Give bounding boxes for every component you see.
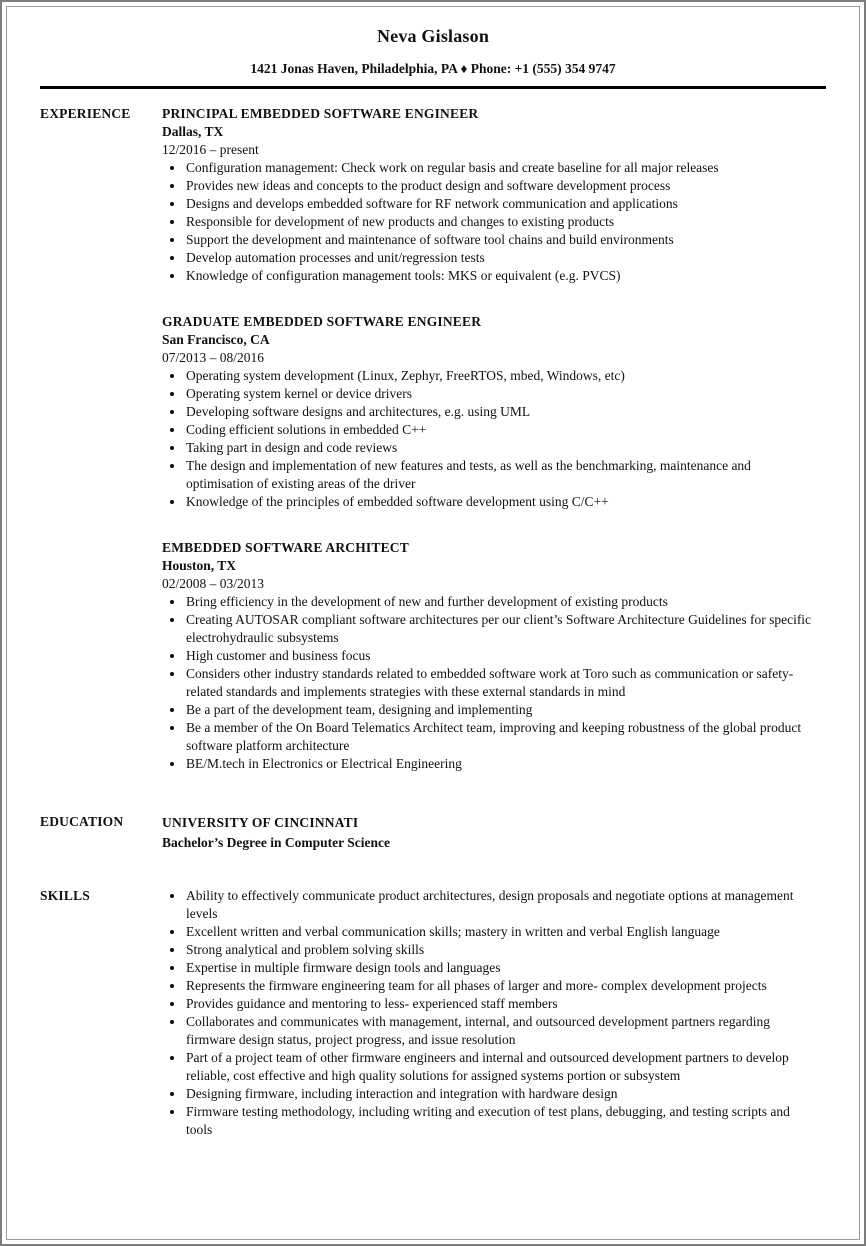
job-title: PRINCIPAL EMBEDDED SOFTWARE ENGINEER: [162, 106, 479, 121]
job-entry: [162, 105, 814, 285]
job-bullet: • Designs and develops embedded software for RF network communication and applications: [185, 195, 814, 213]
job-bullet: • Configuration management: Check work on regular basis and create baseline for all major releases: [185, 159, 814, 177]
skill-bullet: • Part of a project team of other firmware engineers and internal and outsourced development partners to develop reliable, cost effective and high quality solutions for assigned systems portion or subsystem: [185, 1049, 814, 1085]
education-school: UNIVERSITY OF CINCINNATI: [162, 815, 359, 830]
job-entry: [162, 539, 814, 773]
job-bullet: • Be a member of the On Board Telematics Architect team, improving and keeping robustness of the global product software platform architecture: [185, 719, 814, 755]
section-label-experience: EXPERIENCE: [40, 106, 131, 121]
job-bullet: • Provides new ideas and concepts to the product design and software development process: [185, 177, 814, 195]
job-bullet: • Responsible for development of new products and changes to existing products: [185, 213, 814, 231]
job-bullet-list: [162, 593, 814, 773]
job-bullet: • Creating AUTOSAR compliant software architectures per our client’s Software Architecture Guidelines for specific electrohydraulic subsystems: [185, 611, 814, 647]
experience-body: [162, 105, 814, 773]
resume-header: [40, 26, 826, 89]
job-location: San Francisco, CA: [162, 332, 270, 347]
job-dates: 12/2016 – present: [162, 142, 259, 157]
job-bullet: • The design and implementation of new features and tests, as well as the benchmarking, maintenance and optimisation of existing areas of the driver: [185, 457, 814, 493]
job-bullet: • Be a part of the development team, designing and implementing: [185, 701, 814, 719]
job-bullet: • Develop automation processes and unit/regression tests: [185, 249, 814, 267]
section-label-skills: SKILLS: [40, 888, 90, 903]
person-name: Neva Gislason: [376, 26, 490, 46]
job-bullet: • Developing software designs and architectures, e.g. using UML: [185, 403, 814, 421]
job-dates: 07/2013 – 08/2016: [162, 350, 265, 365]
skill-bullet: • Represents the firmware engineering team for all phases of larger and more- complex development projects: [185, 977, 814, 995]
job-bullet-list: [162, 159, 814, 285]
job-bullet: • Support the development and maintenance of software tool chains and build environments: [185, 231, 814, 249]
section-education: [40, 813, 826, 853]
job-location: Dallas, TX: [162, 124, 224, 139]
resume-content: [2, 2, 864, 1139]
skill-bullet: • Excellent written and verbal communication skills; mastery in written and verbal English language: [185, 923, 814, 941]
section-skills: [40, 887, 826, 1139]
skill-bullet: • Firmware testing methodology, including writing and execution of test plans, debugging, and testing scripts and tools: [185, 1103, 814, 1139]
job-bullet: • Knowledge of configuration management tools: MKS or equivalent (e.g. PVCS): [185, 267, 814, 285]
job-bullet: • Taking part in design and code reviews: [185, 439, 814, 457]
job-bullet: • BE/M.tech in Electronics or Electrical Engineering: [185, 755, 814, 773]
job-location: Houston, TX: [162, 558, 237, 573]
skill-bullet: • Ability to effectively communicate product architectures, design proposals and negotiate options at management levels: [185, 887, 814, 923]
skill-bullet: • Collaborates and communicates with management, internal, and outsourced development partners regarding firmware design status, project progress, and issue resolution: [185, 1013, 814, 1049]
job-bullet: • Knowledge of the principles of embedded software development using C/C++: [185, 493, 814, 511]
header-rule: [40, 86, 826, 89]
job-title: GRADUATE EMBEDDED SOFTWARE ENGINEER: [162, 314, 482, 329]
contact-line: 1421 Jonas Haven, Philadelphia, PA ♦ Phone: +1 (555) 354 9747: [250, 61, 616, 76]
skill-bullet: • Strong analytical and problem solving skills: [185, 941, 814, 959]
job-bullet: • Operating system kernel or device drivers: [185, 385, 814, 403]
job-bullet: • Coding efficient solutions in embedded C++: [185, 421, 814, 439]
skill-bullet: • Provides guidance and mentoring to less- experienced staff members: [185, 995, 814, 1013]
job-title: EMBEDDED SOFTWARE ARCHITECT: [162, 540, 409, 555]
job-dates: 02/2008 – 03/2013: [162, 576, 265, 591]
education-degree: Bachelor’s Degree in Computer Science: [162, 835, 390, 850]
skill-bullet: • Designing firmware, including interaction and integration with hardware design: [185, 1085, 814, 1103]
job-bullet: • Operating system development (Linux, Zephyr, FreeRTOS, mbed, Windows, etc): [185, 367, 814, 385]
job-bullet: • Considers other industry standards related to embedded software work at Toro such as communication or safety-related standards and implements strategies with these external standards in mind: [185, 665, 814, 701]
skills-bullet-list: [162, 887, 814, 1139]
section-label-education: EDUCATION: [40, 814, 124, 829]
job-bullet: • Bring efficiency in the development of new and further development of existing products: [185, 593, 814, 611]
job-bullet-list: [162, 367, 814, 511]
education-body: [162, 813, 814, 853]
skill-bullet: • Expertise in multiple firmware design tools and languages: [185, 959, 814, 977]
job-bullet: • High customer and business focus: [185, 647, 814, 665]
skills-body: [162, 887, 814, 1139]
job-entry: [162, 313, 814, 511]
section-experience: [40, 105, 826, 773]
